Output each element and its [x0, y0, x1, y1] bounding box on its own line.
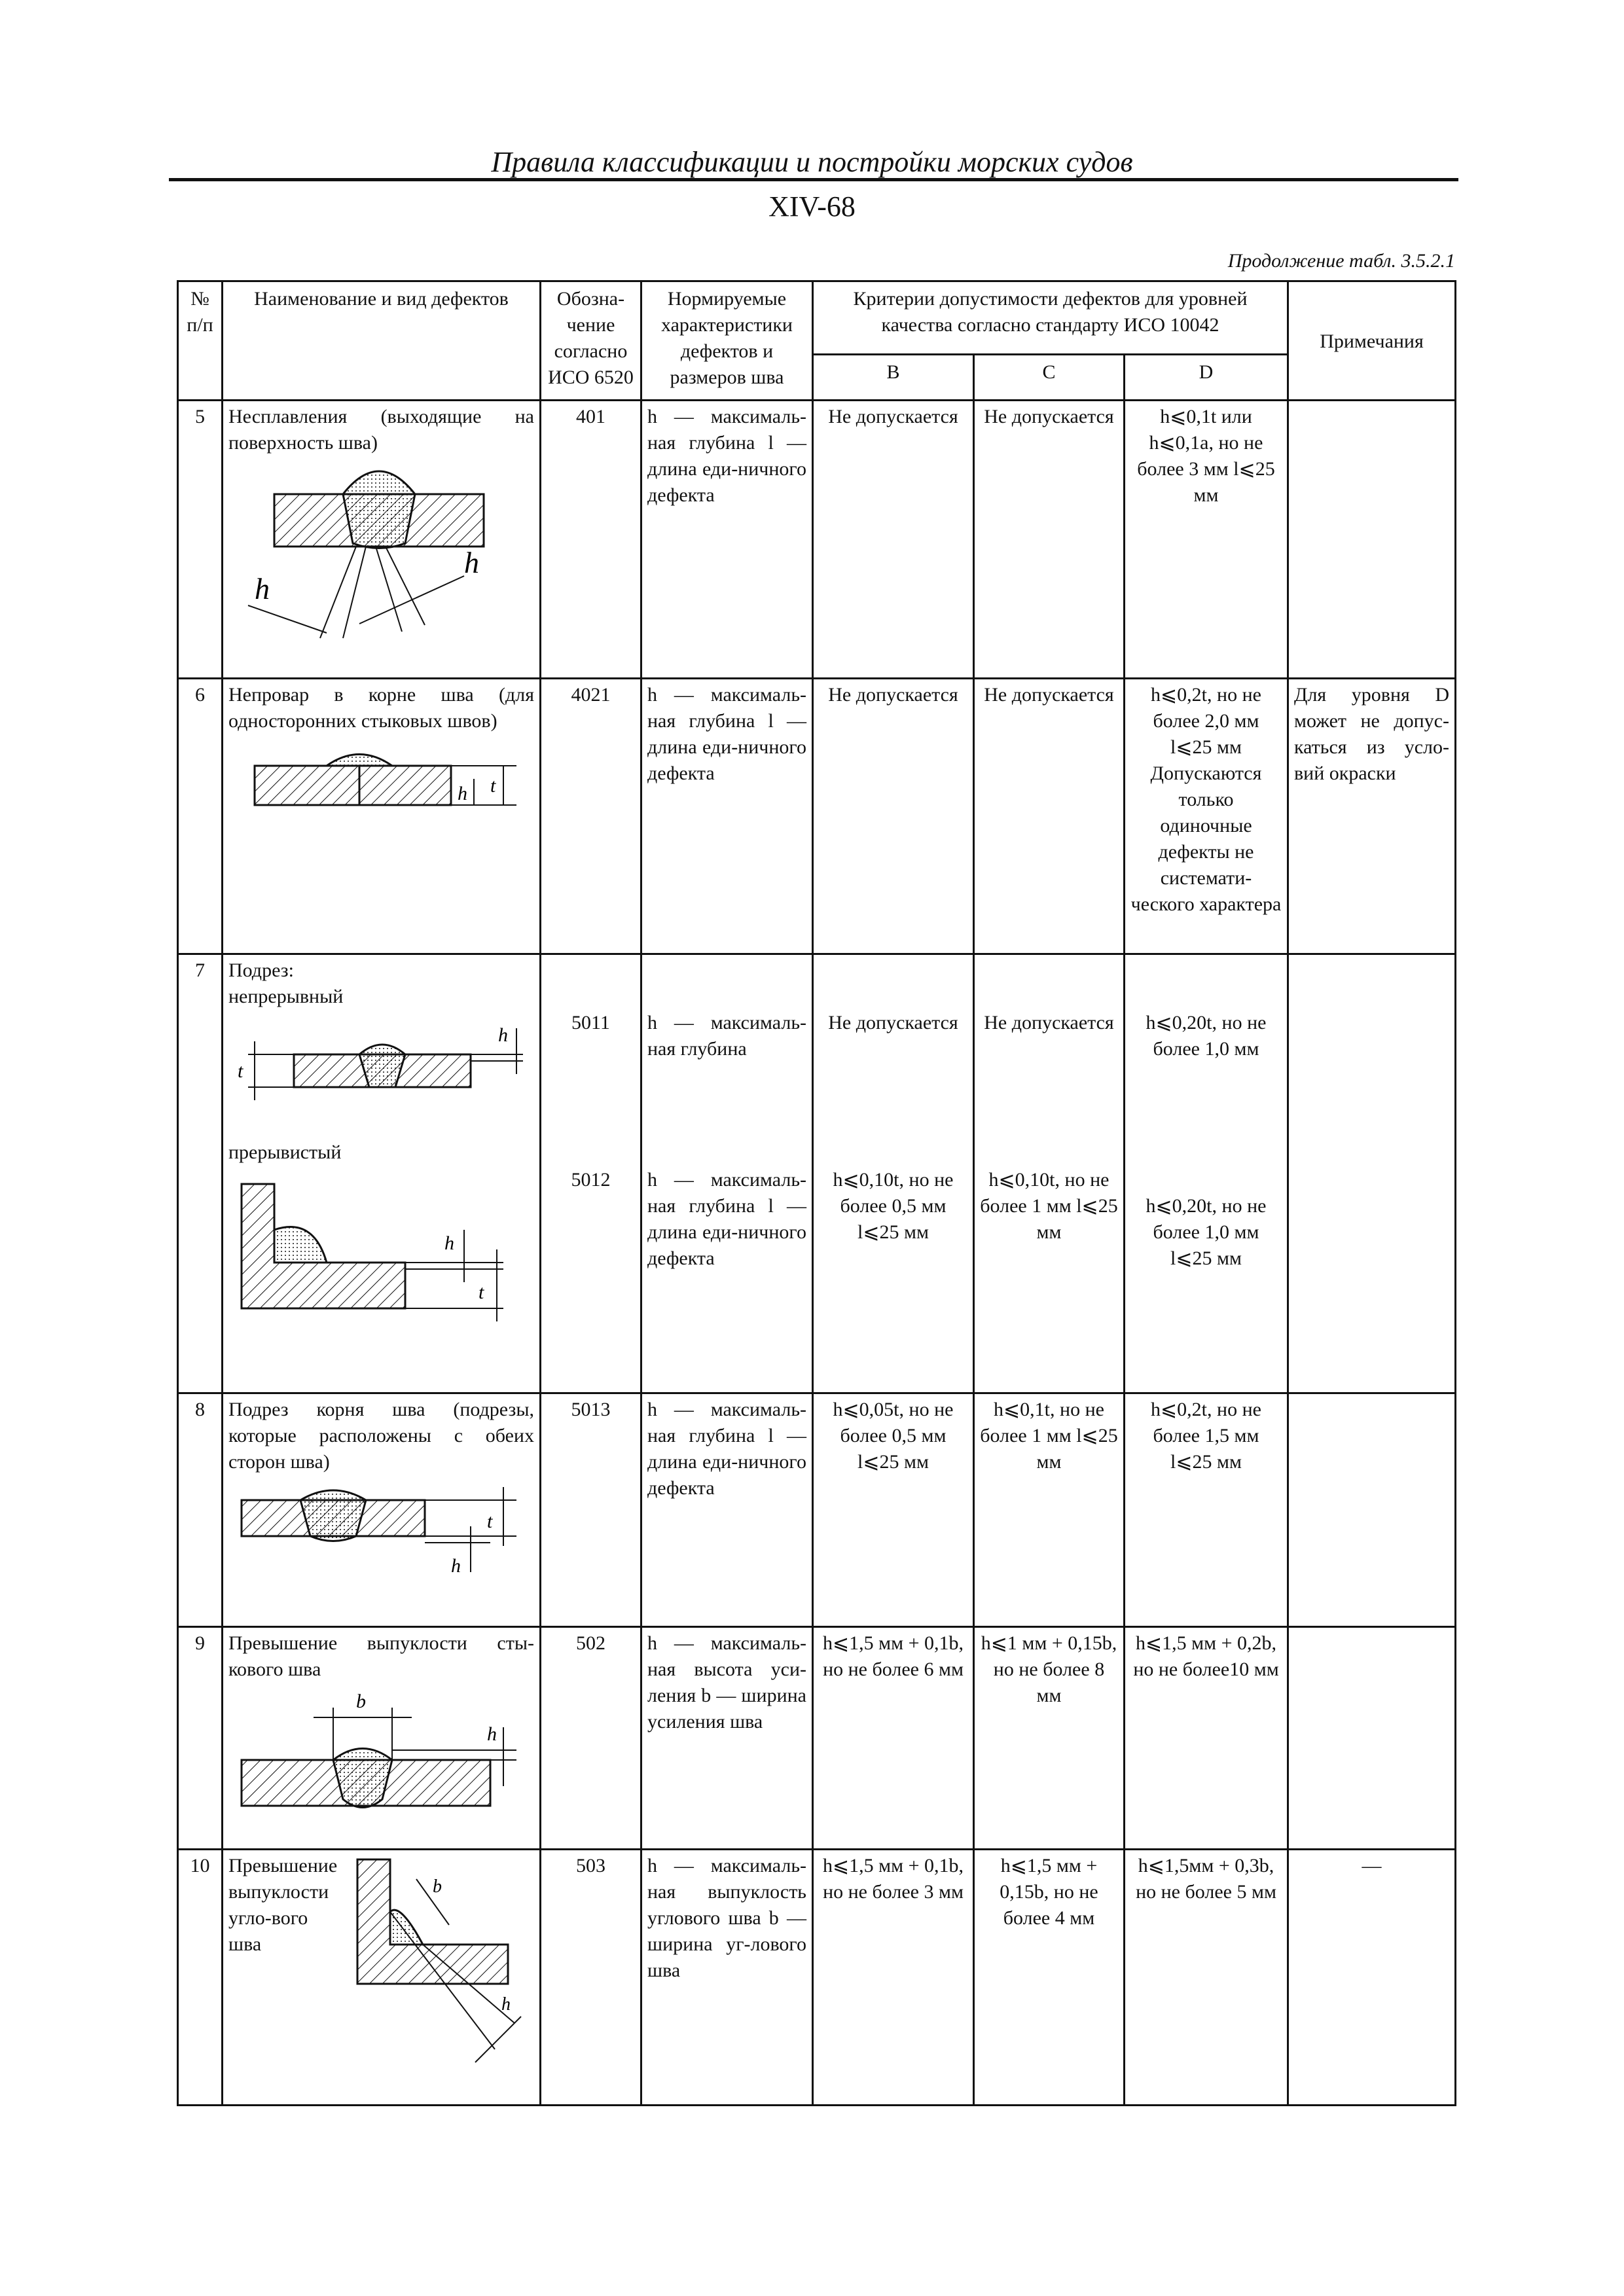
col-header-level-c: C	[974, 355, 1125, 401]
label-h: h	[451, 1554, 461, 1577]
row-num: 10	[178, 1850, 223, 2106]
row-num: 8	[178, 1393, 223, 1626]
level-c-criterion: h⩽0,1t, но не более 1 мм l⩽25 мм	[974, 1393, 1125, 1626]
iso-code: 5013	[541, 1393, 641, 1626]
label-h-right: h	[464, 546, 479, 579]
level-b-criterion: Не допускается	[813, 401, 974, 679]
label-t: t	[487, 1510, 493, 1532]
defect-subtype-intermittent: прерывистый	[228, 1141, 342, 1163]
col-header-notes: Примечания	[1288, 281, 1456, 401]
level-c-criterion: h⩽1 мм + 0,15b, но не более 8 мм	[974, 1626, 1125, 1850]
defect-name: Превышение выпуклости угло-вого шва	[228, 1855, 338, 1956]
label-b: b	[433, 1876, 442, 1897]
level-d-criterion: h⩽1,5 мм + 0,2b, но не более10 мм	[1125, 1626, 1288, 1850]
level-b-criterion: h⩽1,5 мм + 0,1b, но не более 3 мм	[813, 1850, 974, 2106]
level-c-continuous: Не допускается	[984, 1011, 1114, 1033]
col-header-level-b: B	[813, 355, 974, 401]
col-header-characteristics: Нормируемые характеристики дефектов и размеров шва	[641, 281, 813, 401]
row-num: 5	[178, 401, 223, 679]
iso-code: 503	[541, 1850, 641, 2106]
label-b: b	[356, 1690, 366, 1712]
level-c-criterion: h⩽1,5 мм + 0,15b, но не более 4 мм	[974, 1850, 1125, 2106]
level-d-continuous: h⩽0,20t, но не более 1,0 мм	[1146, 1011, 1267, 1060]
row-num: 7	[178, 954, 223, 1393]
defect-name: Непровар в корне шва (для односторонних стыковых швов)	[228, 683, 534, 732]
table-row	[178, 1393, 1456, 1626]
level-b-continuous: Не допускается	[828, 1011, 958, 1033]
level-d-criterion: h⩽0,2t, но не более 1,5 мм l⩽25 мм	[1125, 1393, 1288, 1626]
col-header-designation: Обозна-чение согласно ИСО 6520	[541, 281, 641, 401]
note	[1288, 1626, 1456, 1850]
defect-subtype-continuous: непрерывный	[228, 985, 344, 1007]
root-undercut-diagram	[228, 1480, 530, 1579]
level-b-intermittent: h⩽0,10t, но не более 0,5 мм l⩽25 мм	[833, 1168, 954, 1243]
defect-name: Несплавления (выходящие на поверхность шва)	[228, 406, 534, 454]
note	[1288, 401, 1456, 679]
incomplete-root-penetration-diagram	[228, 740, 530, 831]
document-header-title: Правила классификации и постройки морских судов	[491, 146, 1133, 178]
characteristics: h — максималь-ная глубина l — длина еди-ничного дефекта	[641, 401, 813, 679]
defect-name-cell	[223, 1626, 541, 1850]
iso-code: 502	[541, 1626, 641, 1850]
defect-name-cell	[223, 678, 541, 954]
level-d-criterion: h⩽0,2t, но не более 2,0 мм l⩽25 мм Допускаются только одиночные дефекты не системати-ческого характера	[1125, 678, 1288, 954]
table-row	[178, 678, 1456, 954]
level-d-cell	[1125, 954, 1288, 1393]
level-c-intermittent: h⩽0,10t, но не более 1 мм l⩽25 мм	[980, 1168, 1118, 1243]
defects-table	[177, 280, 1456, 2106]
defect-name: Превышение выпуклости сты-кового шва	[228, 1632, 534, 1680]
label-t: t	[238, 1060, 244, 1082]
col-header-level-d: D	[1125, 355, 1288, 401]
label-h: h	[444, 1232, 454, 1254]
table-row	[178, 401, 1456, 679]
characteristics: h — максималь-ная высота уси-ления b — ширина усиления шва	[641, 1626, 813, 1850]
label-t: t	[478, 1281, 484, 1303]
label-h: h	[498, 1024, 508, 1046]
iso-code-continuous: 5011	[571, 1011, 610, 1033]
level-c-criterion: Не допускается	[974, 401, 1125, 679]
page-number: XIV-68	[768, 190, 856, 223]
level-c-cell	[974, 954, 1125, 1393]
note	[1288, 1393, 1456, 1626]
defect-name-cell	[223, 954, 541, 1393]
col-header-criteria: Критерии допустимости дефектов для уровней качества согласно стандарту ИСО 10042	[813, 281, 1288, 355]
characteristics: h — максималь-ная глубина l — длина еди-ничного дефекта	[641, 678, 813, 954]
label-h-left: h	[255, 572, 270, 605]
table-row	[178, 954, 1456, 1393]
table-continuation-caption: Продолжение табл. 3.5.2.1	[1227, 250, 1455, 272]
iso-code-intermittent: 5012	[571, 1168, 611, 1191]
note	[1288, 954, 1456, 1393]
defect-name: Подрез корня шва (подрезы, которые расположены с обеих сторон шва)	[228, 1398, 534, 1473]
note: —	[1288, 1850, 1456, 2106]
defect-name-cell	[223, 1850, 541, 2106]
label-h: h	[487, 1723, 497, 1745]
level-b-criterion: Не допускается	[813, 678, 974, 954]
lack-of-fusion-diagram	[228, 461, 530, 658]
characteristics-continuous: h — максималь-ная глубина	[647, 1011, 806, 1060]
level-d-criterion: h⩽0,1t или h⩽0,1a, но не более 3 мм l⩽25 мм	[1125, 401, 1288, 679]
characteristics: h — максималь-ная выпуклость углового шва b — ширина уг-лового шва	[641, 1850, 813, 2106]
iso-code: 4021	[541, 678, 641, 954]
excess-fillet-weld-convexity-diagram	[344, 1853, 534, 2069]
characteristics-cell	[641, 954, 813, 1393]
iso-code: 401	[541, 401, 641, 679]
defect-name-cell	[223, 401, 541, 679]
defect-name: Подрез:	[228, 959, 294, 981]
continuous-undercut-diagram	[228, 1015, 530, 1113]
label-h: h	[458, 782, 467, 804]
intermittent-undercut-diagram	[228, 1171, 530, 1321]
level-d-criterion: h⩽1,5мм + 0,3b, но не более 5 мм	[1125, 1850, 1288, 2106]
level-b-criterion: h⩽0,05t, но не более 0,5 мм l⩽25 мм	[813, 1393, 974, 1626]
label-t: t	[490, 774, 496, 797]
header-rule	[169, 178, 1458, 181]
excess-butt-weld-reinforcement-diagram	[228, 1688, 530, 1825]
note: Для уровня D может не допус-каться из усло-вий окраски	[1288, 678, 1456, 954]
level-c-criterion: Не допускается	[974, 678, 1125, 954]
level-d-intermittent: h⩽0,20t, но не более 1,0 мм l⩽25 мм	[1146, 1194, 1267, 1269]
row-num: 6	[178, 678, 223, 954]
defect-name-cell	[223, 1393, 541, 1626]
col-header-num: № п/п	[178, 281, 223, 401]
col-header-name: Наименование и вид дефектов	[223, 281, 541, 401]
level-b-criterion: h⩽1,5 мм + 0,1b, но не более 6 мм	[813, 1626, 974, 1850]
row-num: 9	[178, 1626, 223, 1850]
table-row	[178, 1850, 1456, 2106]
characteristics: h — максималь-ная глубина l — длина еди-ничного дефекта	[641, 1393, 813, 1626]
table-row	[178, 1626, 1456, 1850]
label-h: h	[501, 1994, 511, 2015]
iso-code-cell	[541, 954, 641, 1393]
level-b-cell	[813, 954, 974, 1393]
characteristics-intermittent: h — максималь-ная глубина l — длина еди-ничного дефекта	[647, 1168, 806, 1269]
